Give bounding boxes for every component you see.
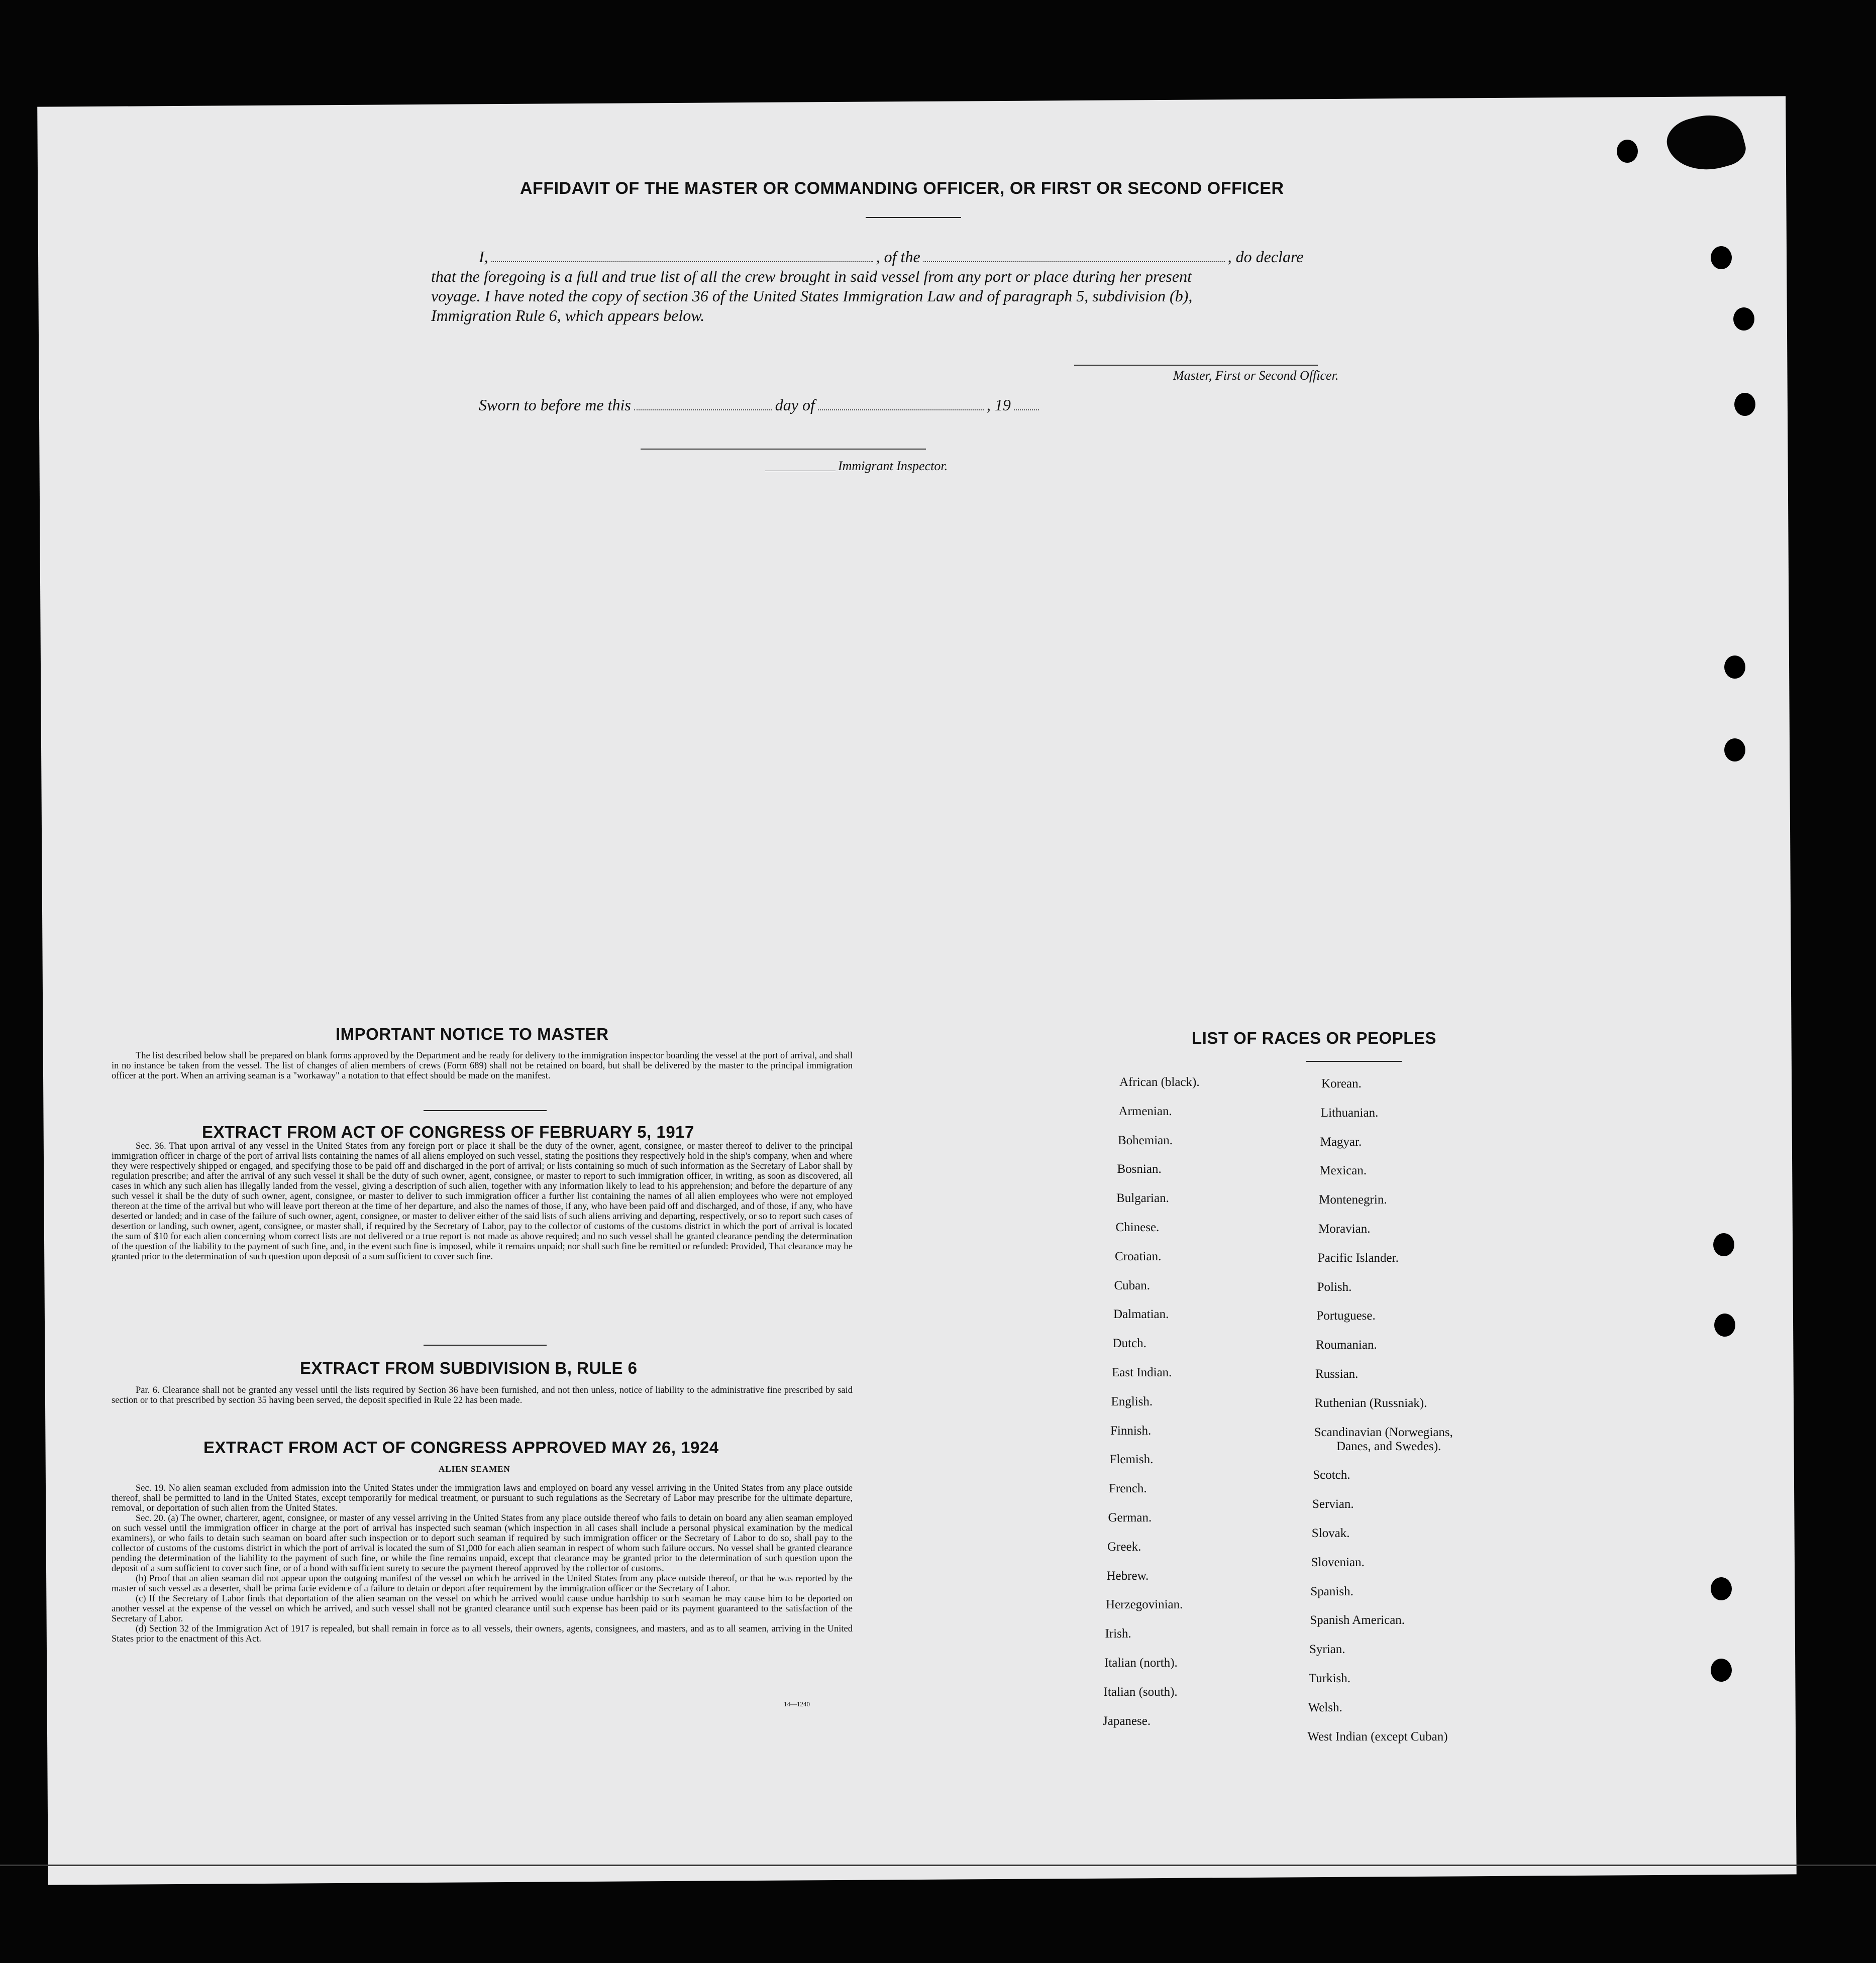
race-item: Bohemian. (1118, 1133, 1173, 1147)
declaration-line-1 (479, 248, 1303, 266)
race-item: Italian (south). (1103, 1685, 1178, 1699)
race-item: Syrian. (1309, 1643, 1345, 1657)
extract-1924-title: EXTRACT FROM ACT OF CONGRESS APPROVED MAY 26, 1924 (203, 1438, 719, 1457)
of-the-label: , of the (876, 248, 920, 266)
race-item: East Indian. (1112, 1366, 1172, 1379)
race-item: Armenian. (1118, 1104, 1172, 1118)
race-item: Italian (north). (1104, 1656, 1178, 1670)
races-title: LIST OF RACES OR PEOPLES (1192, 1029, 1436, 1047)
extract-1924-body (112, 1483, 853, 1644)
punch-hole (1724, 738, 1745, 761)
race-item: German. (1108, 1511, 1152, 1524)
race-item: Spanish. (1310, 1584, 1353, 1598)
race-item: Spanish American. (1310, 1613, 1405, 1627)
do-declare-label: , do declare (1227, 248, 1304, 266)
race-item: Dalmatian. (1113, 1307, 1169, 1322)
races-divider (1306, 1061, 1402, 1062)
section-20a-paragraph: Sec. 20. (a) The owner, charterer, agent, consignee, or master of any vessel arriving in the United States from any place outside thereof who fails to detain on board any alien seaman employed on such vessel until the immigration officer in charge at the port of arrival has inspected such seaman (which inspection in all cases shall include a personal physical examination by the medical examiners), or who fails to detain such seaman on board after such inspection or to deport such seaman if required by such immigration officer or the Secretary of Labor to do so, shall pay to the collector of customs of the customs district in which the port of arrival is located the sum of $1,000 for each alien seaman in respect of whom such failure occurs. No vessel shall be granted clearance pending the determination of the liability to the payment of such fine, or while the fine remains unpaid, except that clearance may be granted prior to the determination of such question upon the deposit of a sum sufficient to cover such fine, or of a bond with sufficient surety to secure the payment thereof approved by the collector of customs. (112, 1513, 853, 1574)
race-item: Mexican. (1319, 1164, 1367, 1178)
race-item: Bulgarian. (1116, 1191, 1169, 1206)
race-item: Flemish. (1109, 1453, 1154, 1467)
page-edge (0, 1865, 1876, 1866)
race-item: Ruthenian (Russniak). (1314, 1396, 1427, 1410)
day-field[interactable] (634, 409, 772, 410)
race-item: Chinese. (1115, 1221, 1160, 1234)
notice-title: IMPORTANT NOTICE TO MASTER (336, 1025, 609, 1043)
master-signature-label: Master, First or Second Officer. (1173, 368, 1339, 383)
section-20c-paragraph: (c) If the Secretary of Labor finds that deportation of the alien seaman on the vessel on which he arrived would cause undue hardship to such seaman he may cause him to be deported on another vessel at the expense of the vessel on which he arrived, and such vessel shall not be granted clearance until such expense has been paid or its payment guaranteed to the satisfaction of the Secretary of Labor. (112, 1594, 853, 1624)
race-item: Slovenian. (1311, 1555, 1365, 1569)
race-item: Servian. (1312, 1497, 1354, 1511)
race-item: Japanese. (1103, 1714, 1151, 1728)
race-item: African (black). (1119, 1075, 1200, 1089)
race-item: Dutch. (1112, 1337, 1147, 1351)
extract-1917-title: EXTRACT FROM ACT OF CONGRESS OF FEBRUARY 5, 1917 (202, 1123, 694, 1141)
extract-rule6-title: EXTRACT FROM SUBDIVISION B, RULE 6 (300, 1359, 638, 1377)
race-item: Croatian. (1115, 1249, 1162, 1263)
race-item: Hebrew. (1106, 1569, 1149, 1583)
punch-hole (1713, 1233, 1734, 1256)
race-item: Scandinavian (Norwegians, (1314, 1425, 1453, 1439)
race-item: Roumanian. (1316, 1338, 1377, 1352)
race-item: Herzegovinian. (1106, 1598, 1183, 1612)
section-20d-paragraph: (d) Section 32 of the Immigration Act of 1917 is repealed, but shall remain in force as to all vessels, their owners, agents, consignees, and masters, and as to all seamen, arriving in the United States prior to the enactment of this Act. (112, 1624, 853, 1644)
race-item: Montenegrin. (1319, 1193, 1387, 1207)
race-item: Moravian. (1318, 1222, 1371, 1236)
punch-hole (1617, 140, 1638, 163)
month-field[interactable] (818, 409, 984, 410)
race-item: French. (1109, 1482, 1147, 1496)
paragraph-6: Par. 6. Clearance shall not be granted any vessel until the lists required by Section 36 have been furnished, and not then unless, notice of liability to the administrative fine prescribed by said section or to that prescribed by section 35 having been served, the deposit specified in Rule 22 has been made. (112, 1385, 853, 1405)
race-item: Korean. (1321, 1077, 1362, 1090)
alien-seamen-subtitle: ALIEN SEAMEN (439, 1464, 510, 1474)
race-item: Magyar. (1320, 1135, 1362, 1149)
race-item: Lithuanian. (1320, 1106, 1379, 1120)
section-20b-paragraph: (b) Proof that an alien seaman did not appear upon the outgoing manifest of the vessel on which he arrived in the United States from any place outside thereof, or that he was reported by the master of such vessel as a deserter, shall be prima facie evidence of a failure to detain or deport after requirement by the immigration officer or the Secretary of Labor. (112, 1574, 853, 1594)
race-item: Welsh. (1308, 1700, 1342, 1714)
race-item: Greek. (1107, 1540, 1141, 1554)
i-label: I, (479, 248, 488, 266)
extract-rule6-body (112, 1385, 853, 1405)
affidavit-title: AFFIDAVIT OF THE MASTER OR COMMANDING OFFICER, OR FIRST OR SECOND OFFICER (520, 179, 1284, 198)
punch-hole (1711, 1659, 1732, 1682)
vessel-name-field[interactable] (923, 261, 1225, 262)
master-signature-line[interactable] (1074, 365, 1318, 366)
declaration-line-4: Immigration Rule 6, which appears below. (431, 306, 705, 324)
inspector-signature-line[interactable] (641, 449, 926, 450)
declaration-line-2: that the foregoing is a full and true list of all the crew brought in said vessel from any port or place during her present (431, 267, 1192, 285)
form-number: 14—1240 (784, 1700, 810, 1708)
punch-hole (1714, 1314, 1735, 1337)
punch-hole (1711, 1577, 1732, 1600)
day-of-label: day of (775, 396, 815, 414)
punch-hole (1734, 393, 1755, 416)
race-item: Pacific Islander. (1317, 1251, 1399, 1265)
race-item: Danes, and Swedes). (1336, 1439, 1441, 1453)
race-item: Portuguese. (1316, 1309, 1376, 1323)
title-divider (866, 217, 961, 218)
race-item: Irish. (1105, 1627, 1131, 1641)
extract-1917-body (112, 1141, 853, 1262)
divider (424, 1345, 547, 1346)
notice-paragraph: The list described below shall be prepared on blank forms approved by the Department and be ready for delivery to the immigration inspector boarding the vessel at the port of arrival, and shall in no instance be taken from the vessel. The list of changes of alien members of crews (Form 689) shall not be retained on board, but shall be delivered by the master to the principal immigration officer at the port. When an arriving seaman is a "workaway" a notation to that effect should be made on the manifest. (112, 1051, 853, 1081)
race-item: Turkish. (1308, 1672, 1350, 1685)
year-field[interactable] (1014, 409, 1039, 410)
race-item: Scotch. (1313, 1468, 1350, 1482)
race-item: Cuban. (1114, 1278, 1151, 1292)
punch-hole (1711, 246, 1732, 269)
master-name-field[interactable] (491, 261, 873, 262)
race-item: West Indian (except Cuban) (1307, 1729, 1448, 1743)
notice-body (112, 1051, 853, 1081)
race-item: Finnish. (1110, 1424, 1152, 1438)
declaration-line-3: voyage. I have noted the copy of section 36 of the United States Immigration Law and of paragraph 5, subdivision (b), (431, 287, 1193, 305)
race-item: Slovak. (1311, 1526, 1350, 1540)
section-19-paragraph: Sec. 19. No alien seaman excluded from admission into the United States under the immigration laws and employed on board any vessel arriving in the United States from any place outside thereof, shall be permitted to land in the United States, except temporarily for medical treatment, or pursuant to such regulations as the Secretary of Labor may prescribe for the ultimate departure, removal, or deportation of such alien from the United States. (112, 1483, 853, 1513)
race-item: Bosnian. (1117, 1162, 1162, 1176)
sworn-label: Sworn to before me this (479, 396, 631, 414)
race-item: English. (1111, 1394, 1153, 1408)
race-item: Russian. (1315, 1367, 1359, 1381)
punch-hole (1733, 307, 1754, 331)
inspector-label: Immigrant Inspector. (838, 459, 948, 473)
race-item: Polish. (1317, 1280, 1352, 1294)
year-label: , 19 (986, 396, 1011, 414)
section-36-paragraph: Sec. 36. That upon arrival of any vessel in the United States from any foreign port or place it shall be the duty of the owner, agent, consignee, or master thereof to deliver to the principal immigration officer in charge of the port of arrival lists containing the names of all aliens employed on such vessel, stating the positions they respectively hold in the ship's company, when and where they were respectively shipped or engaged, and specifying those to be paid off and discharged in the port of arrival; or lists containing so much of such information as the Secretary of Labor shall by regulation prescribe; and after the arrival of any such vessel it shall be the duty of such owner, agent, consignee, or master to report to such immigration officer, in writing, as soon as discovered, all cases in which any such alien has illegally landed from the vessel, giving a description of such alien, together with any information likely to lead to his apprehension; and before the departure of any such vessel it shall be the duty of such owner, agent, consignee, or master to deliver to such immigration officer a further list containing the names of all alien employees who were not employed thereon at the time of the arrival but who will leave port thereon at the time of her departure, and also the names of those, if any, who have been paid off and discharged, and of those, if any, who have deserted or landed; and in case of the failure of such owner, agent, consignee, or master to deliver either of the said lists of such aliens arriving and departing, respectively, or so to report such cases of desertion or landing, such owner, agent, consignee, or master shall, if required by the Secretary of Labor, pay to the collector of customs of the customs district in which the port of arrival is located the sum of $10 for each alien concerning whom correct lists are not delivered or a true report is not made as above required; and no such vessel shall be granted clearance pending the determination of the question of the liability to the payment of such fine, and, in the event such fine is imposed, while it remains unpaid; nor shall such fine be remitted or refunded: Provided, That clearance may be granted prior to the determination of such question upon deposit of a sum sufficient to cover such fine. (112, 1141, 853, 1262)
divider (424, 1110, 547, 1111)
sworn-line (479, 396, 1042, 414)
punch-hole (1724, 656, 1745, 679)
